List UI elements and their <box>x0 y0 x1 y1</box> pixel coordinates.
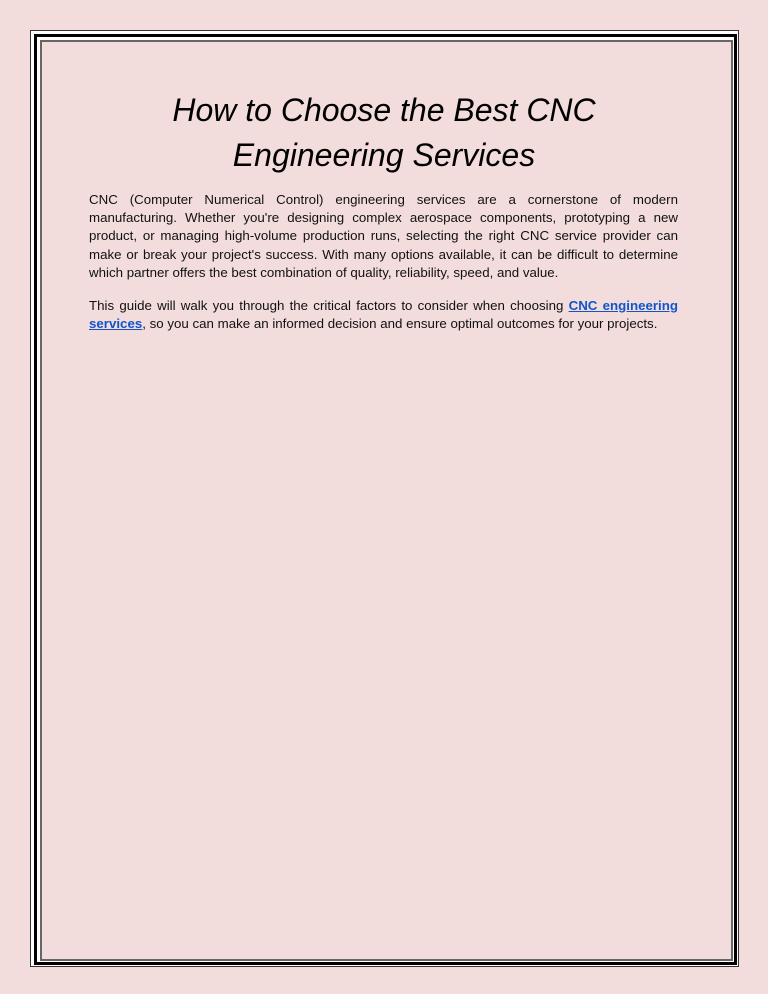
document-title: How to Choose the Best CNC Engineering Services <box>172 92 596 173</box>
cnc-engineering-services-link[interactable]: CNC engineering services <box>89 298 678 332</box>
guide-text-before: This guide will walk you through the critical factors to consider when choosing <box>89 298 569 313</box>
page-border-inner <box>40 40 733 961</box>
guide-text-after: , so you can make an informed decision and ensure optimal outcomes for your projects. <box>142 316 658 332</box>
intro-paragraph: CNC (Computer Numerical Control) engineering services are a cornerstone of modern manufacturing. Whether you're designing complex aerospace components, prototyping a new product, or managing high-volume production runs, selecting the right CNC service provider can make or break your project's success. With many options available, it can be difficult to determine which partner offers the best combination of quality, reliability, speed, and value. <box>89 192 678 280</box>
guide-paragraph <box>89 297 678 333</box>
